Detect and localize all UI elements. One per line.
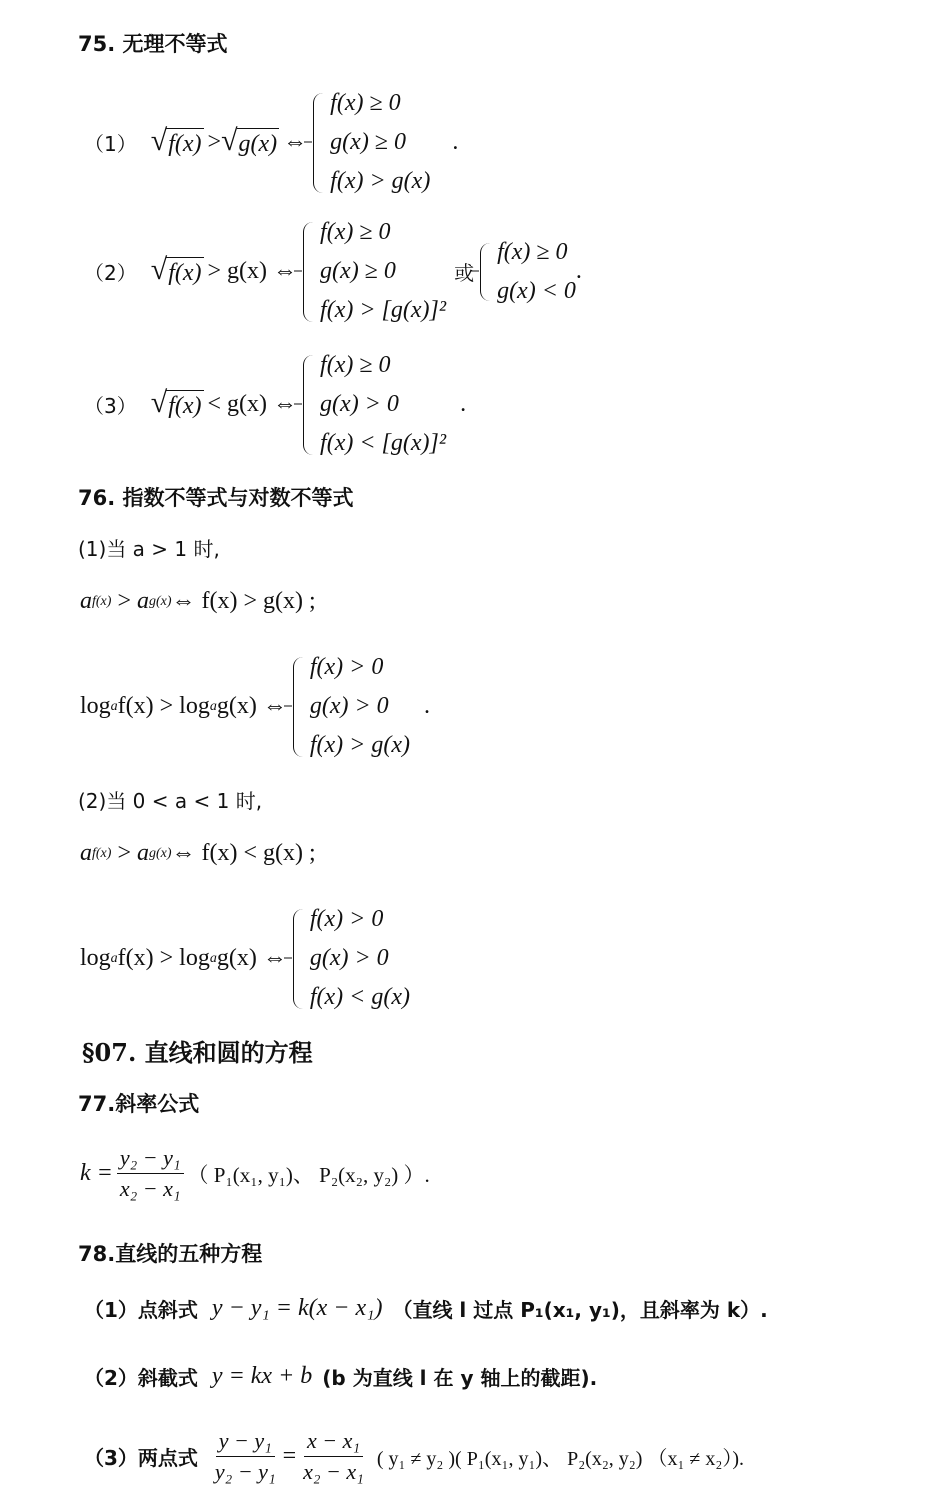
cases-brace: f(x) ≥ 0 g(x) > 0 f(x) < [g(x)]² <box>303 346 446 463</box>
radical: √ g(x) <box>221 124 278 157</box>
item-label: （1） <box>84 132 137 156</box>
radical: √ f(x) <box>150 124 202 157</box>
exp-ineq-1: a f(x) > a g(x) ⇔ f(x) > g(x) ; <box>80 588 316 614</box>
log-ineq-1: log a f(x) > log a g(x) ⇔ f(x) > 0 g(x) > 0 f(x) > g(x) . <box>80 648 430 765</box>
two-point-form: （3）两点式 $\frac{\text{y − y₁}}{\text{y₂ − y₁}}$ = $\frac{\text{x − x₁}}{\text{x₂ − x₁}}$ ( y₁ ≠ y₂ )( P₁(x₁, y₁)、 P₂(x₂, y₂) （x₁ ≠ x₂）). <box>84 1428 745 1484</box>
cases-brace: f(x) ≥ 0 g(x) ≥ 0 f(x) > [g(x)]² <box>303 213 446 330</box>
fraction: $\frac{\text{x − x₁}}{\text{x₂ − x₁}}$ <box>303 1428 364 1484</box>
heading-78: 78.直线的五种方程 <box>78 1242 263 1266</box>
section-title: §07. 直线和圆的方程 <box>82 1038 313 1067</box>
heading-77: 77.斜率公式 <box>78 1092 200 1116</box>
exp-ineq-2: a f(x) > a g(x) ⇔ f(x) < g(x) ; <box>80 840 316 866</box>
cases-brace: f(x) ≥ 0 g(x) < 0 <box>480 233 576 311</box>
slope-formula: k = $\frac{\text{y₂ − y₁}}{\text{x₂ − x₁}}$ （ P₁(x₁, y₁)、 P₂(x₂, y₂) ）. <box>80 1145 430 1201</box>
fraction: $\frac{\text{y − y₁}}{\text{y₂ − y₁}}$ <box>214 1428 276 1484</box>
slope-intercept-form: （2）斜截式 y = kx + b (b 为直线 l 在 y 轴上的截距). <box>84 1363 598 1390</box>
cases-brace: f(x) > 0 g(x) > 0 f(x) < g(x) <box>293 900 410 1017</box>
case-2-label: (2)当 0 < a < 1 时, <box>78 789 263 813</box>
cases-brace: f(x) > 0 g(x) > 0 f(x) > g(x) <box>293 648 410 765</box>
item-label: （3） <box>84 394 137 418</box>
point-slope-form: （1）点斜式 y − y₁ = k(x − x₁) （直线 l 过点 P₁(x₁, y₁)，且斜率为 k）. <box>84 1295 768 1322</box>
radical: √ f(x) <box>150 386 202 419</box>
item-label: （2） <box>84 261 137 285</box>
ineq-75-1: （1） √ f(x) > √ g(x) ⇔ f(x) ≥ 0 g(x) ≥ 0 f(x) > g(x) . <box>84 84 458 201</box>
ineq-75-2: （2） √ f(x) > g(x) ⇔ f(x) ≥ 0 g(x) ≥ 0 f(x) > [g(x)]² 或 f(x) ≥ 0 g(x) < 0 . <box>84 213 582 330</box>
cases-brace: f(x) ≥ 0 g(x) ≥ 0 f(x) > g(x) <box>313 84 430 201</box>
case-1-label: (1)当 a > 1 时, <box>78 537 220 561</box>
heading-75: 75. 无理不等式 <box>78 32 228 56</box>
radical: √ f(x) <box>150 253 202 286</box>
log-ineq-2: log a f(x) > log a g(x) ⇔ f(x) > 0 g(x) > 0 f(x) < g(x) <box>80 900 410 1017</box>
heading-76: 76. 指数不等式与对数不等式 <box>78 486 354 510</box>
ineq-75-3: （3） √ f(x) < g(x) ⇔ f(x) ≥ 0 g(x) > 0 f(x) < [g(x)]² . <box>84 346 466 463</box>
fraction: $\frac{\text{y₂ − y₁}}{\text{x₂ − x₁}}$ <box>117 1145 184 1202</box>
